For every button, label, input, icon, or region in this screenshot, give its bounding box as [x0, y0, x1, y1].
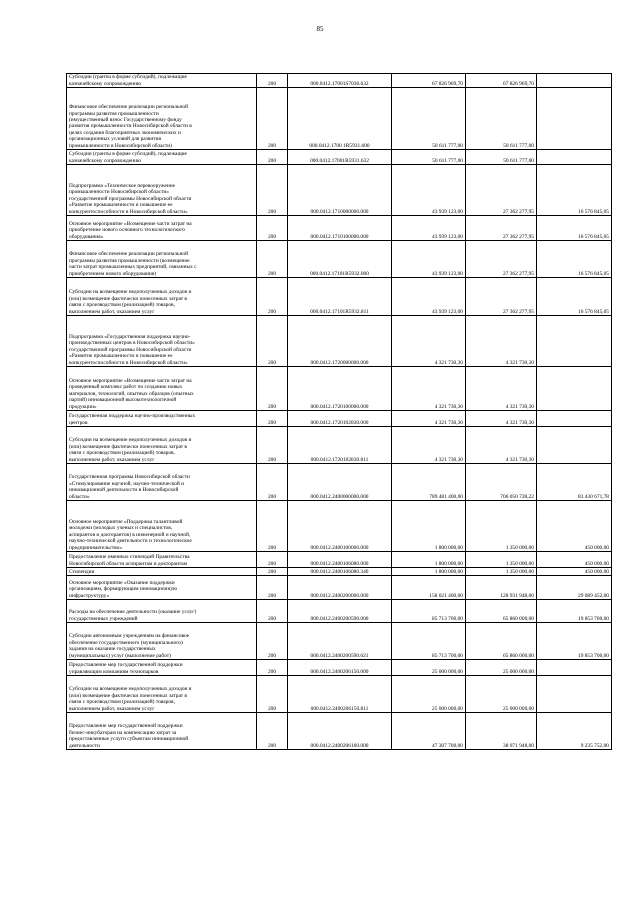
- row-code-cell: 200: [257, 411, 288, 427]
- table-row: [67, 623, 612, 660]
- row-classification-cell: 000.0412.1720102830.000: [288, 411, 392, 427]
- row-name-cell: Государственная программа Новосибирской области «Стимулирование научной, научно-технической и инновационной деятельности в Новосибирской области»: [67, 464, 257, 501]
- row-planned-amount-cell: 43 939 123,00: [392, 165, 466, 216]
- row-unexecuted-amount-cell: 19 853 700,00: [537, 600, 612, 623]
- row-unexecuted-amount-cell: 19 853 700,00: [537, 623, 612, 660]
- row-name-cell: Основное мероприятие «Поддержка талантливой молодежи (молодых ученых и специалистов, аспирантов и докторантов) в инженерной и научной, научно-технической деятельности и технологическое предпринимательство»: [67, 501, 257, 552]
- row-unexecuted-amount-cell: 9 235 752,00: [537, 713, 612, 750]
- row-planned-amount-cell: 25 000 000,00: [392, 676, 466, 713]
- row-classification-cell: 000.0412.1720000000.000: [288, 316, 392, 367]
- budget-table-body: [67, 74, 612, 750]
- row-code-cell: 200: [257, 623, 288, 660]
- row-unexecuted-amount-cell: 16 576 845,05: [537, 241, 612, 278]
- row-executed-amount-cell: 50 611 777,00: [466, 88, 537, 150]
- row-unexecuted-amount-cell: [537, 150, 612, 165]
- row-name-cell: Субсидии (гранты в форме субсидий), подлежащие казначейскому сопровождению: [67, 150, 257, 165]
- row-executed-amount-cell: 38 071 948,00: [466, 713, 537, 750]
- budget-table: [66, 73, 612, 750]
- row-executed-amount-cell: 27 362 277,95: [466, 278, 537, 316]
- row-code-cell: 200: [257, 88, 288, 150]
- row-name-cell: Субсидии на возмещение недополученных доходов и (или) возмещение фактически понесенных затрат в связи с производством (реализацией) товаров, выполнением работ, оказанием услуг: [67, 278, 257, 316]
- row-classification-cell: 000.0412.2400106080.340: [288, 568, 392, 576]
- row-classification-cell: 000.0412.17001S7030.632: [288, 74, 392, 88]
- row-planned-amount-cell: 4 321 730,30: [392, 316, 466, 367]
- row-executed-amount-cell: 1 350 000,00: [466, 501, 537, 552]
- row-name-cell: Финансовое обеспечение реализации региональной программы развития промышленности (возмещение части затрат промышленных предприятий, связанных с приобретением нового оборудования): [67, 241, 257, 278]
- row-unexecuted-amount-cell: [537, 427, 612, 464]
- row-code-cell: 200: [257, 501, 288, 552]
- row-executed-amount-cell: 65 860 000,00: [466, 623, 537, 660]
- row-executed-amount-cell: 65 860 000,00: [466, 600, 537, 623]
- row-code-cell: 200: [257, 713, 288, 750]
- row-classification-cell: 000.0412.1710100000.000: [288, 216, 392, 241]
- table-row: [67, 241, 612, 278]
- row-code-cell: 200: [257, 165, 288, 216]
- row-planned-amount-cell: 47 307 700,00: [392, 713, 466, 750]
- row-planned-amount-cell: 85 713 700,00: [392, 623, 466, 660]
- row-classification-cell: 000.0412.1720100000.000: [288, 367, 392, 411]
- row-name-cell: Основное мероприятие «Возмещение части затрат на проведенный комплекс работ по созданию новых материалов, технологий, опытных образцов (опытных партий) инновационной высокотехнологичной продукции»: [67, 367, 257, 411]
- row-classification-cell: 000.0412.1710000000.000: [288, 165, 392, 216]
- row-planned-amount-cell: 4 321 730,30: [392, 427, 466, 464]
- row-code-cell: 200: [257, 568, 288, 576]
- table-row: [67, 713, 612, 750]
- row-name-cell: Основное мероприятие «Оказание поддержки организациям, формирующим инновационную инфраструктуру»: [67, 576, 257, 600]
- row-planned-amount-cell: 1 800 000,00: [392, 568, 466, 576]
- row-planned-amount-cell: 50 611 777,00: [392, 150, 466, 165]
- row-classification-cell: 000.0412.2400200000.000: [288, 576, 392, 600]
- row-classification-cell: 000.0412.2400000000.000: [288, 464, 392, 501]
- row-name-cell: Государственная поддержка научно-производственных центров: [67, 411, 257, 427]
- table-row: [67, 88, 612, 150]
- table-row: [67, 464, 612, 501]
- row-unexecuted-amount-cell: 29 089 452,00: [537, 576, 612, 600]
- table-row: [67, 74, 612, 88]
- row-classification-cell: 000.0412.1720102830.811: [288, 427, 392, 464]
- row-unexecuted-amount-cell: [537, 88, 612, 150]
- row-classification-cell: 000.0412.2400100000.000: [288, 501, 392, 552]
- table-row: [67, 278, 612, 316]
- row-planned-amount-cell: 1 800 000,00: [392, 501, 466, 552]
- row-planned-amount-cell: 43 939 123,00: [392, 241, 466, 278]
- row-unexecuted-amount-cell: 450 000,00: [537, 552, 612, 568]
- row-unexecuted-amount-cell: [537, 676, 612, 713]
- table-row: [67, 660, 612, 676]
- row-classification-cell: 000.0412.17101R5932.811: [288, 278, 392, 316]
- row-executed-amount-cell: 25 000 000,00: [466, 660, 537, 676]
- row-code-cell: 200: [257, 74, 288, 88]
- row-code-cell: 200: [257, 676, 288, 713]
- row-code-cell: 200: [257, 316, 288, 367]
- row-classification-cell: 000.0412.2400200590.621: [288, 623, 392, 660]
- table-row: [67, 600, 612, 623]
- row-classification-cell: 000.0412.2400206150.811: [288, 676, 392, 713]
- table-row: [67, 316, 612, 367]
- row-code-cell: 200: [257, 576, 288, 600]
- row-planned-amount-cell: 43 939 123,00: [392, 278, 466, 316]
- row-code-cell: 200: [257, 552, 288, 568]
- row-planned-amount-cell: 1 800 000,00: [392, 552, 466, 568]
- row-name-cell: Субсидии автономным учреждениям на финансовое обеспечение государственного (муниципального) задания на оказание государственных (муниципальных) услуг (выполнение работ): [67, 623, 257, 660]
- row-executed-amount-cell: 25 000 000,00: [466, 676, 537, 713]
- row-name-cell: Подпрограмма «Техническое перевооружение промышленности Новосибирской области» государственной программы Новосибирской области «Развитие промышленности и повышение ее конкурентоспособности в Новосибирской области»: [67, 165, 257, 216]
- row-unexecuted-amount-cell: 16 576 845,05: [537, 278, 612, 316]
- row-executed-amount-cell: 27 362 277,95: [466, 216, 537, 241]
- table-row: [67, 676, 612, 713]
- row-classification-cell: 000.0412.2400200590.000: [288, 600, 392, 623]
- row-unexecuted-amount-cell: [537, 660, 612, 676]
- row-planned-amount-cell: 25 000 000,00: [392, 660, 466, 676]
- row-name-cell: Финансовое обеспечение реализации региональной программы развития промышленности (имущественный взнос Государственному фонду развития промышленности Новосибирской области в целях создания благоприятных экономических и организационных условий для развития промышленности в Новосибирской области): [67, 88, 257, 150]
- table-row: [67, 367, 612, 411]
- page-number: 85: [316, 25, 324, 33]
- row-name-cell: Субсидии (гранты в форме субсидий), подлежащие казначейскому сопровождению: [67, 74, 257, 88]
- row-executed-amount-cell: 67 826 969,70: [466, 74, 537, 88]
- table-row: [67, 576, 612, 600]
- row-executed-amount-cell: 27 362 277,95: [466, 241, 537, 278]
- row-name-cell: Предоставление мер государственной поддержки бизнес-инкубаторам на компенсацию затрат за предоставленные услуги субъектам инновационной деятельности: [67, 713, 257, 750]
- table-row: [67, 501, 612, 552]
- row-unexecuted-amount-cell: [537, 367, 612, 411]
- row-code-cell: 200: [257, 278, 288, 316]
- row-code-cell: 200: [257, 464, 288, 501]
- row-unexecuted-amount-cell: 16 576 845,05: [537, 165, 612, 216]
- row-executed-amount-cell: 50 611 777,00: [466, 150, 537, 165]
- row-name-cell: Подпрограмма «Государственная поддержка научно- производственных центров в Новосибирской области» государственной программы Новосибирской области «Развитие промышленности и повышение ее конкурентоспособности в Новосибирской области»: [67, 316, 257, 367]
- row-classification-cell: 000.0412.2400106080.000: [288, 552, 392, 568]
- row-planned-amount-cell: 50 611 777,00: [392, 88, 466, 150]
- table-row: [67, 165, 612, 216]
- row-executed-amount-cell: 4 321 730,30: [466, 316, 537, 367]
- table-row: [67, 568, 612, 576]
- row-unexecuted-amount-cell: [537, 411, 612, 427]
- row-name-cell: Расходы на обеспечение деятельности (оказание услуг) государственных учреждений: [67, 600, 257, 623]
- row-classification-cell: 000.0412.17101R5932.000: [288, 241, 392, 278]
- row-executed-amount-cell: 1 350 000,00: [466, 568, 537, 576]
- row-unexecuted-amount-cell: 83 430 671,78: [537, 464, 612, 501]
- row-classification-cell: 000.0412.17001R5931.632: [288, 150, 392, 165]
- row-code-cell: 200: [257, 427, 288, 464]
- row-planned-amount-cell: 4 321 730,30: [392, 411, 466, 427]
- row-code-cell: 200: [257, 600, 288, 623]
- row-unexecuted-amount-cell: [537, 316, 612, 367]
- row-executed-amount-cell: 4 321 730,30: [466, 411, 537, 427]
- row-unexecuted-amount-cell: 450 000,00: [537, 501, 612, 552]
- table-row: [67, 150, 612, 165]
- table-row: [67, 216, 612, 241]
- row-planned-amount-cell: 85 713 700,00: [392, 600, 466, 623]
- row-name-cell: Основное мероприятие «Возмещение части затрат на приобретение нового основного технологического оборудования»: [67, 216, 257, 241]
- row-executed-amount-cell: 4 321 730,30: [466, 367, 537, 411]
- row-planned-amount-cell: 789 481 400,00: [392, 464, 466, 501]
- row-code-cell: 200: [257, 660, 288, 676]
- table-row: [67, 427, 612, 464]
- table-row: [67, 411, 612, 427]
- row-name-cell: Субсидии на возмещение недополученных доходов и (или) возмещение фактически понесенных затрат в связи с производством (реализацией) товаров, выполнением работ, оказанием услуг: [67, 427, 257, 464]
- row-unexecuted-amount-cell: 450 000,00: [537, 568, 612, 576]
- row-executed-amount-cell: 4 321 730,30: [466, 427, 537, 464]
- row-classification-cell: 000.0412.1700 1R5931.600: [288, 88, 392, 150]
- row-unexecuted-amount-cell: 16 576 845,05: [537, 216, 612, 241]
- table-row: [67, 552, 612, 568]
- row-planned-amount-cell: 67 826 969,70: [392, 74, 466, 88]
- row-name-cell: Субсидии на возмещение недополученных доходов и (или) возмещение фактически понесенных затрат в связи с производством (реализацией) товаров, выполнением работ, оказанием услуг: [67, 676, 257, 713]
- row-executed-amount-cell: 1 350 000,00: [466, 552, 537, 568]
- row-classification-cell: 000.0412.2400206160.000: [288, 713, 392, 750]
- row-code-cell: 200: [257, 367, 288, 411]
- row-name-cell: Предоставление именных стипендий Правительства Новосибирской области аспирантам и докторантам: [67, 552, 257, 568]
- row-planned-amount-cell: 4 321 730,30: [392, 367, 466, 411]
- row-unexecuted-amount-cell: [537, 74, 612, 88]
- row-classification-cell: 000.0412.2400206150.000: [288, 660, 392, 676]
- row-name-cell: Стипендии: [67, 568, 257, 576]
- row-planned-amount-cell: 158 021 400,00: [392, 576, 466, 600]
- row-executed-amount-cell: 27 362 277,95: [466, 165, 537, 216]
- row-executed-amount-cell: 706 050 728,22: [466, 464, 537, 501]
- row-code-cell: 200: [257, 241, 288, 278]
- row-code-cell: 200: [257, 216, 288, 241]
- row-name-cell: Предоставление мер государственной поддержки управляющим компаниям технопарков: [67, 660, 257, 676]
- row-planned-amount-cell: 43 939 123,00: [392, 216, 466, 241]
- row-executed-amount-cell: 128 931 948,00: [466, 576, 537, 600]
- row-code-cell: 200: [257, 150, 288, 165]
